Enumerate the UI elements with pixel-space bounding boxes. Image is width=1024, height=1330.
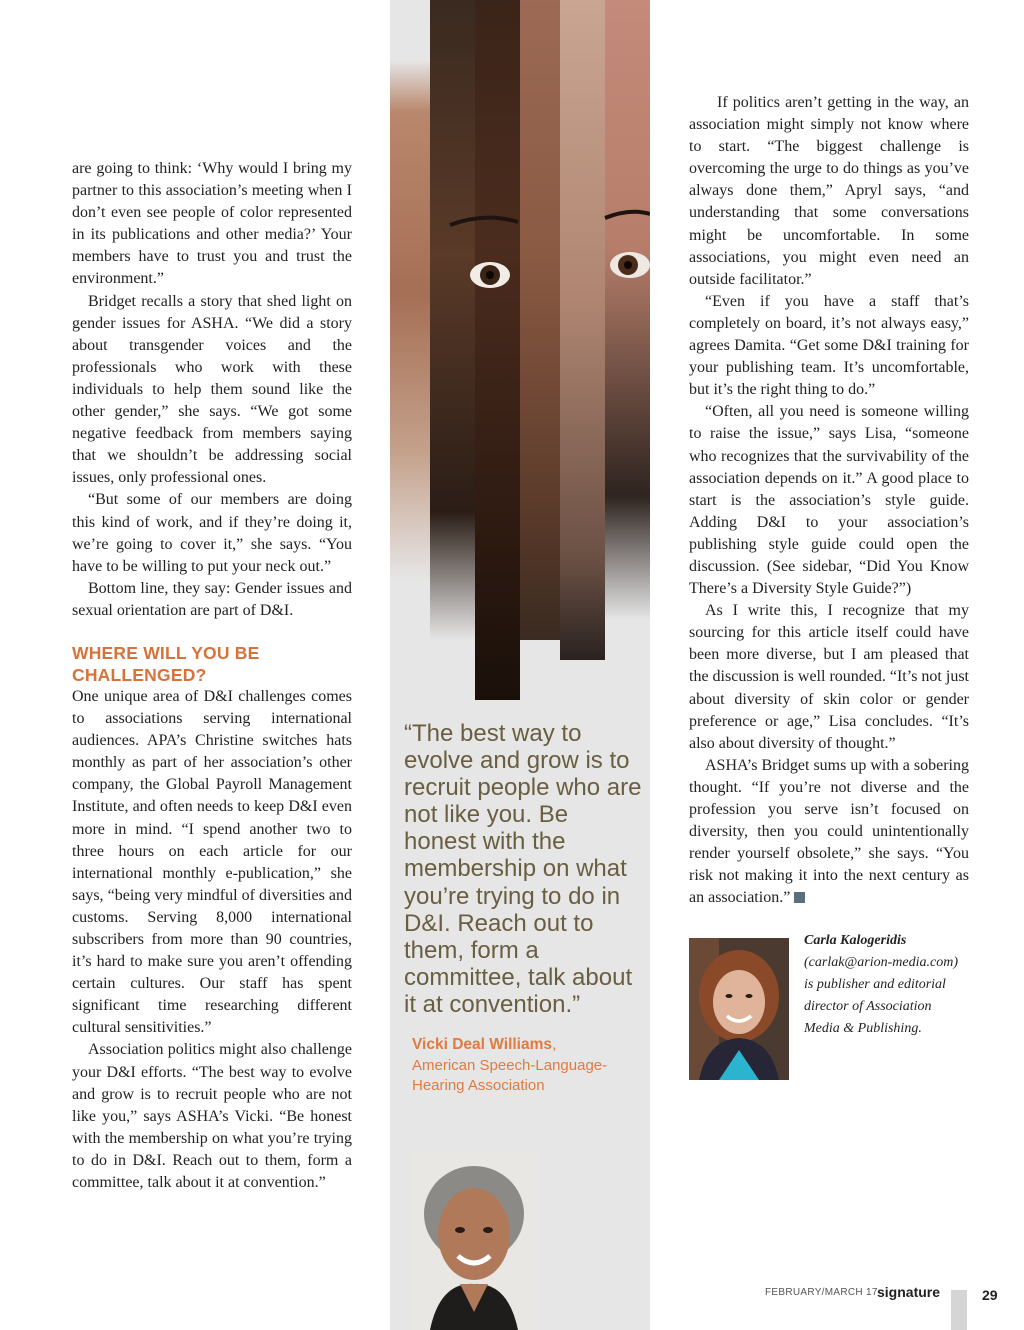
- body-paragraph: “But some of our members are doing this kind of work, and if they’re doing it, we’re going to cover it,” she says. “You have to be willing to put your neck out.”: [72, 491, 352, 575]
- pull-quote-attribution-organization: American Speech-Language-Hearing Association: [412, 1057, 608, 1095]
- attribution-name: Vicki Deal Williams: [412, 1036, 553, 1054]
- attribution-comma: ,: [552, 1036, 557, 1054]
- body-paragraph: One unique area of D&I challenges comes to associations serving international audiences. APA’s Christine switches hats monthly as part of her association’s other company, the Global Payroll Management Institute, and often needs to keep D&I even more in mind. “I spend another two to three hours on each article for our international monthly e-publication,” she says, “being very mindful of diversities and customs. Serving 8,000 international subscribers from more than 90 countries, it’s hard to make sure you aren’t offending certain cultures. Our staff has spent significant time researching different cultural sensitivities.”: [72, 687, 352, 1037]
- section-heading: WHERE WILL YOU BE CHALLENGED?: [72, 642, 260, 685]
- face-strip-collage-image: [390, 0, 650, 700]
- author-name: Carla Kalogeridis: [804, 933, 907, 948]
- pull-quote-text: “The best way to evolve and grow is to recruit people who are not like you. Be honest with the membership on what you’re trying to do in D&I. Reach out to them, form a committee, talk about it at convention.”: [404, 720, 642, 1018]
- page-number: 29: [982, 1287, 998, 1303]
- body-paragraph: As I write this, I recognize that my sourcing for this article itself could have been more diverse, but I am pleased that the discussion is well rounded. “It’s not just about diversity of skin color or gender preference or age,” Lisa concludes. “It’s also about diversity of thought.”: [689, 602, 969, 752]
- body-paragraph: are going to think: ‘Why would I bring my partner to this association’s meeting when I don’t even see people of color represented in its publications and other media?’ Your members have to trust you and trust the environment.”: [72, 160, 352, 288]
- right-column: [689, 92, 969, 909]
- left-column: [72, 158, 352, 1194]
- author-bio: [804, 930, 969, 1040]
- body-paragraph: Association politics might also challenge your D&I efforts. “The best way to evolve and grow is to recruit people who are not like you,” says ASHA’s Vicki. “Be honest with the membership on what you’re trying to do in D&I. Reach out to them, form a committee, talk about it at convention.”: [72, 1041, 352, 1192]
- body-paragraph: If politics aren’t getting in the way, an association might simply not know where to start. “The biggest challenge is overcoming the urge to do things as you’ve always done them,” Apryl says, “and understanding that some conversations might be uncomfortable. In some associations, you might even need an outside facilitator.”: [689, 94, 969, 288]
- end-of-article-icon: [794, 892, 805, 903]
- body-paragraph: “Often, all you need is someone willing to raise the issue,” says Lisa, “someone who recognizes that the survivability of the association depends on it.” A good place to start is the association’s style guide. Adding D&I to your association’s publishing style guide could open the discussion. (See sidebar, “Did You Know There’s a Diversity Style Guide?”): [689, 403, 969, 598]
- footer-issue-date: FEBRUARY/MARCH 17: [765, 1287, 878, 1298]
- footer-gray-bar: [951, 1290, 967, 1330]
- body-paragraph: Bottom line, they say: Gender issues and sexual orientation are part of D&I.: [72, 579, 352, 619]
- pull-quote: [404, 720, 644, 1096]
- author-portrait-photo: [689, 938, 789, 1080]
- body-paragraph: “Even if you have a staff that’s completely on board, it’s not always easy,” agrees Damita. “Get some D&I training for your publishing team. It’s uncomfortable, but it’s the right thing to do.”: [689, 292, 969, 399]
- vicki-portrait-photo: [410, 1152, 538, 1330]
- final-paragraph-text: ASHA’s Bridget sums up with a sobering thought. “If you’re not diverse and the profession you serve isn’t focused on diversity, then you could unintentionally render yourself obsolete,” she says. “You risk not making it into the next century as an association.”: [689, 756, 969, 907]
- author-bio-text: (carlak@arion-media.com) is publisher and editorial director of Association Media & Publishing.: [804, 955, 959, 1036]
- footer-magazine-name: signature: [877, 1284, 941, 1300]
- body-paragraph-final: [689, 755, 969, 910]
- body-paragraph: Bridget recalls a story that shed light on gender issues for ASHA. “We did a story about transgender voices and the professionals who work with these individuals to help them sound like the other gender,” she says. “We got some negative feedback from members saying that we shouldn’t be addressing social issues, only professional ones.: [72, 292, 352, 487]
- pull-quote-attribution-name: [412, 1036, 644, 1054]
